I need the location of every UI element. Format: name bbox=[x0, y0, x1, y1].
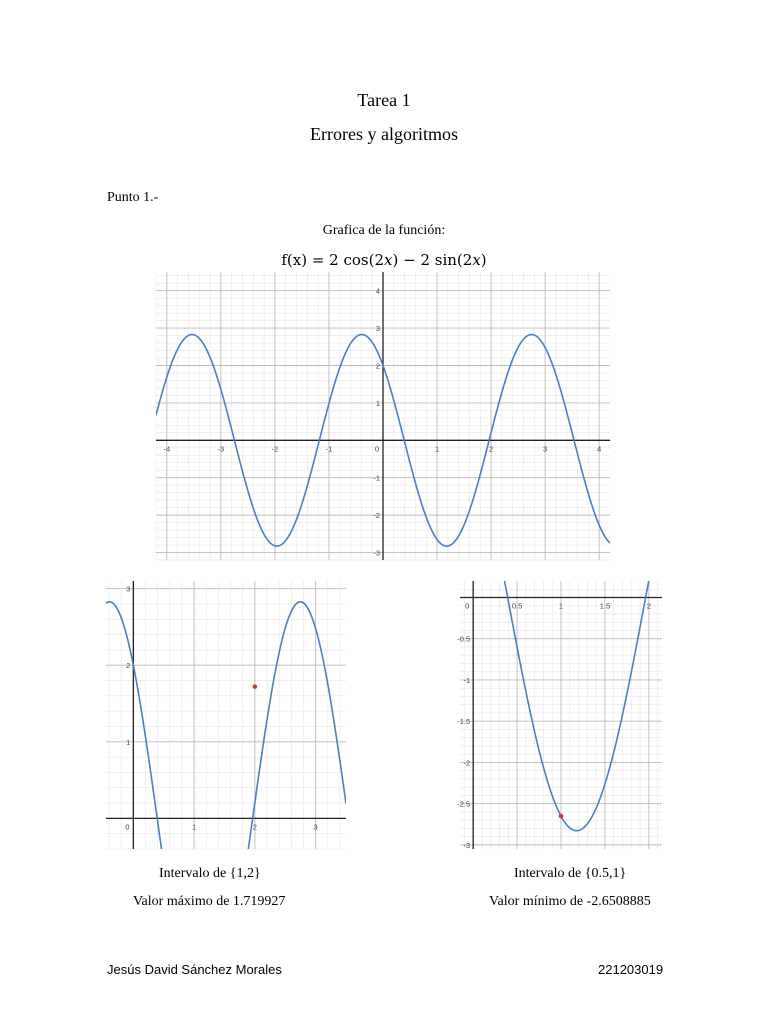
min-interval-graph bbox=[457, 581, 662, 850]
y-tick-label: -2.5 bbox=[457, 799, 471, 809]
formula-var2: x bbox=[472, 251, 481, 269]
x-tick-label: 1 bbox=[558, 601, 564, 611]
x-tick-label: 1 bbox=[434, 444, 440, 454]
footer-author: Jesús David Sánchez Morales bbox=[107, 962, 282, 977]
x-tick-label: -3 bbox=[217, 444, 225, 454]
y-tick-label: 3 bbox=[375, 324, 380, 334]
formula-lhs: f(x) = 2 cos(2 bbox=[281, 251, 385, 269]
x-tick-label: 2 bbox=[489, 444, 494, 454]
x-tick-label: 0 bbox=[374, 444, 380, 454]
major-grid bbox=[460, 581, 662, 849]
y-tick-label: 2 bbox=[126, 661, 131, 671]
y-tick-label: -1 bbox=[463, 675, 471, 685]
y-tick-label: -2 bbox=[463, 758, 471, 768]
x-tick-label: 4 bbox=[597, 444, 602, 454]
function-formula bbox=[0, 251, 768, 269]
formula-end: ) bbox=[480, 251, 487, 269]
document-subtitle: Errores y algoritmos bbox=[310, 124, 458, 144]
main-function-graph bbox=[156, 272, 610, 560]
x-tick-label: 2 bbox=[646, 601, 651, 611]
x-tick-label: -2 bbox=[271, 444, 279, 454]
y-tick-label: -3 bbox=[463, 840, 471, 850]
left-interval-caption: Intervalo de {1,2} bbox=[159, 866, 261, 881]
right-interval-caption: Intervalo de {0.5,1} bbox=[514, 866, 627, 881]
y-tick-label: 1 bbox=[375, 398, 380, 408]
marked-point bbox=[253, 684, 258, 689]
y-tick-label: -3 bbox=[373, 548, 380, 558]
max-interval-graph bbox=[106, 581, 346, 849]
marked-point bbox=[559, 814, 564, 819]
y-tick-label: 1 bbox=[126, 737, 131, 747]
formula-var: x bbox=[384, 251, 393, 269]
y-tick-label: -2 bbox=[373, 511, 380, 521]
right-value-caption: Valor mínimo de -2.6508885 bbox=[489, 894, 651, 909]
left-value-caption: Valor máximo de 1.719927 bbox=[133, 894, 286, 909]
y-tick-label: 2 bbox=[375, 361, 380, 371]
x-tick-label: 1.5 bbox=[599, 601, 611, 611]
y-tick-label: -1 bbox=[373, 473, 380, 483]
y-tick-label: 3 bbox=[126, 584, 131, 594]
formula-mid: ) − 2 sin(2 bbox=[392, 251, 473, 269]
footer-id: 221203019 bbox=[598, 962, 664, 977]
x-tick-label: 0 bbox=[465, 601, 470, 611]
y-tick-label: -1.5 bbox=[457, 717, 471, 727]
document-title: Tarea 1 bbox=[357, 90, 411, 110]
x-tick-label: 1 bbox=[192, 822, 197, 832]
x-tick-label: 3 bbox=[543, 444, 548, 454]
graph-caption: Grafica de la función: bbox=[322, 223, 446, 238]
x-tick-label: -4 bbox=[163, 444, 171, 454]
x-tick-label: -1 bbox=[325, 444, 333, 454]
x-tick-label: 2 bbox=[252, 822, 257, 832]
section-heading: Punto 1.- bbox=[107, 190, 159, 205]
y-tick-label: -0.5 bbox=[457, 634, 471, 644]
x-tick-label: 0.5 bbox=[511, 601, 523, 611]
x-tick-label: 0 bbox=[125, 822, 130, 832]
y-tick-label: 4 bbox=[375, 286, 380, 296]
x-tick-label: 3 bbox=[313, 822, 318, 832]
